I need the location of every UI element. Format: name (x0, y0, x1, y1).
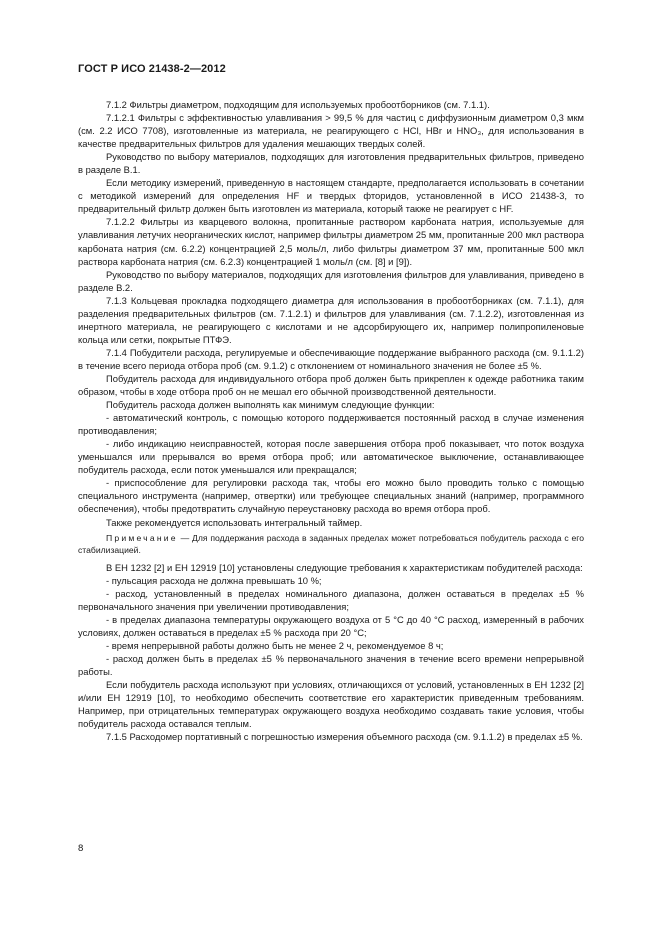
list-item: - расход, установленный в пределах номинального диапазона, должен оставаться в пределах ±5 % первоначального значения при увеличении противодавления; (78, 587, 584, 612)
paragraph: В ЕН 1232 [2] и ЕН 12919 [10] установлены следующие требования к характеристикам побудителей расхода: (106, 561, 583, 573)
list-item: - в пределах диапазона температуры окружающего воздуха от 5 °С до 40 °С расход, измеренный в рабочих условиях, должен оставаться в пределах ±5 % расхода при 20 °С; (78, 613, 584, 638)
paragraph: Также рекомендуется использовать интегральный таймер. (106, 516, 363, 528)
document-body (78, 98, 584, 743)
list-item: - либо индикацию неисправностей, которая после завершения отбора проб показывает, что поток воздуха уменьшался или прерывался во время отбора проб; или автоматическое выключение, останавливающее побудитель расхода, если поток уменьшался или прекращался; (78, 438, 584, 476)
paragraph: 7.1.2.1 Фильтры с эффективностью улавливания > 99,5 % для частиц с диффузионным диаметром 0,3 мкм (см. 2.2 ИСО 7708), изготовленные из материала, не реагирующего с HCl, HBr и HNO₃, для использования в качестве предварительных фильтров для удаления мешающих твердых солей. (78, 112, 584, 150)
list-item: - время непрерывной работы должно быть не менее 2 ч, рекомендуемое 8 ч; (106, 639, 444, 651)
paragraph: Побудитель расхода для индивидуального отбора проб должен быть прикреплен к одежде работника таким образом, чтобы в ходе отбора проб он не мешал его обычной производственной деятельности. (78, 372, 584, 398)
paragraph: Если побудитель расхода используют при условиях, отличающихся от условий, установленных в ЕН 1232 [2] и/или ЕН 12919 [10], то необходимо обеспечить соответствие его характеристик приведенным требованиям. Например, при отрицательных температурах окружающего воздуха необходимо создавать такие условия, чтобы побудитель расхода оставался теплым. (78, 678, 584, 730)
paragraph: 7.1.5 Расходомер портативный с погрешностью измерения объемного расхода (см. 9.1.1.2) в пределах ±5 %. (106, 731, 583, 743)
paragraph: Если методику измерений, приведенную в настоящем стандарте, предполагается использовать в сочетании с методикой измерений для определения HF и твердых фторидов, установленной в ИСО 21438-3, то предварительный фильтр должен быть изготовлен из материала, который также не реагирует с HF. (78, 177, 584, 215)
paragraph: Руководство по выбору материалов, подходящих для изготовления предварительных фильтров, приведено в разделе В.1. (78, 151, 584, 176)
paragraph: 7.1.2.2 Фильтры из кварцевого волокна, пропитанные раствором карбоната натрия, используемые для улавливания летучих неорганических кислот, например фильтры диаметром 25 мм, пропитанные 200 мкл раствора карбоната натрия (см. 6.2.2) концентрацией 2,5 моль/л, либо фильтры диаметром 37 мм, пропитанные 500 мкл раствора карбоната натрия (см. 6.2.3) концентрацией 1 моль/л (см. [8] и [9]). (78, 216, 584, 267)
note-label: Примечание (106, 532, 178, 543)
list-item: - расход должен быть в пределах ±5 % первоначального значения в течение всего времени непрерывной работы. (78, 652, 584, 677)
paragraph: Побудитель расхода должен выполнять как минимум следующие функции: (106, 399, 435, 411)
page-number: 8 (78, 843, 84, 854)
list-item: - пульсация расхода не должна превышать 10 %; (106, 574, 322, 586)
paragraph: 7.1.2 Фильтры диаметром, подходящим для используемых пробоотборников (см. 7.1.1). (106, 99, 490, 110)
list-item: - автоматический контроль, с помощью которого поддерживается постоянный расход в случае изменения противодавления; (78, 412, 584, 437)
note (78, 532, 584, 557)
note-text: — Для поддержания расхода в заданных пределах может потребоваться побудитель расхода с его стабилизацией. (78, 532, 584, 556)
paragraph: 7.1.4 Побудители расхода, регулируемые и обеспечивающие поддержание выбранного расхода (см. 9.1.1.2) в течение всего периода отбора проб (см. 9.1.2) с отклонением от номинального значения не более ±5 %. (78, 346, 584, 371)
document-header: ГОСТ Р ИСО 21438-2—2012 (78, 63, 226, 75)
paragraph: 7.1.3 Кольцевая прокладка подходящего диаметра для использования в пробоотборниках (см. 7.1.1), для разделения предварительных фильтров (см. 7.1.2.1) и фильтров для улавливания (см. 7.1.2.2), изготовленная из инертного материала, не реагирующего с кислотами и не адсорбирующего их, например полипропиленовые кольца или сетки, покрытые ПТФЭ. (78, 294, 584, 345)
list-item: - приспособление для регулировки расхода так, чтобы его можно было проводить только с помощью специального инструмента (например, отвертки) или требующее специальных знаний (например, программного обеспечения), чтобы предотвратить случайную переустановку расхода во время отбора проб. (78, 477, 584, 515)
paragraph: Руководство по выбору материалов, подходящих для изготовления фильтров для улавливания, приведено в разделе В.2. (78, 268, 584, 293)
